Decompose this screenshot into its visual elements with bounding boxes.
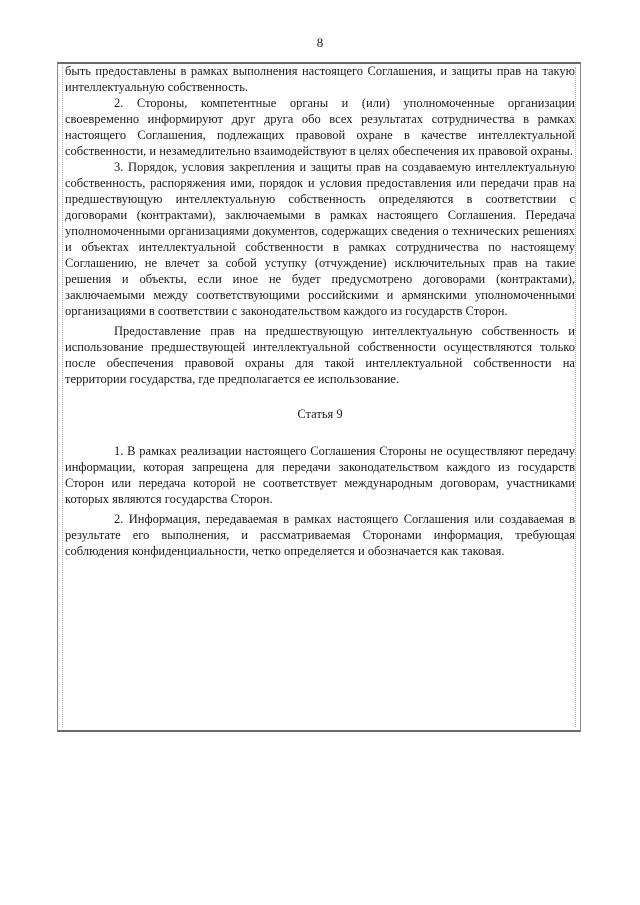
paragraph-continuation: быть предоставлены в рамках выполнения настоящего Соглашения, и защиты прав на такую интеллектуальную собственность. (65, 64, 575, 94)
paragraph-article-clause-1: 1. В рамках реализации настоящего Соглашения Стороны не осуществляют передачу информации, которая запрещена для передачи законодательством каждого из государств Сторон или передача которой не соответствует международным договорам, участниками которых являются государства Сторон. (65, 444, 575, 506)
paragraph-article-clause-2: 2. Информация, передаваемая в рамках настоящего Соглашения или создаваемая в результате его выполнения, и рассматриваемая Сторонами информация, требующая соблюдения конфиденциальности, четко определяется и обозначается как таковая. (65, 512, 575, 558)
paragraph-clause-2: 2. Стороны, компетентные органы и (или) уполномоченные организации своевременно информируют друг друга обо всех результатах сотрудничества в рамках настоящего Соглашения, подлежащих правовой охране в качестве интеллектуальной собственности, и незамедлительно взаимодействуют в целях обеспечения их правовой охраны. (65, 96, 575, 158)
article-heading: Статья 9 (297, 407, 343, 421)
document-body (65, 63, 575, 559)
paragraph-clause-3: 3. Порядок, условия закрепления и защиты прав на создаваемую интеллектуальную собственность, распоряжения ими, порядок и условия предоставления или передачи прав на предшествующую интеллектуальную собственность определяются в соответствии с договорами (контрактами), заключаемыми в рамках настоящего Соглашения. Передача уполномоченными организациями документов, содержащих сведения о технических решениях и объектах интеллектуальной собственности в рамках сотрудничества по настоящему Соглашению, не влечет за собой уступку (отчуждение) исключительных прав на такие решения и объекты, если иное не будет предусмотрено договорами (контрактами), заключаемыми между соответствующими российскими и армянскими уполномоченными организациями в соответствии с законодательством каждого из государств Сторон. (65, 160, 575, 318)
paragraph-prior-ip: Предоставление прав на предшествующую интеллектуальную собственность и использование предшествующей интеллектуальной собственности осуществляются только после обеспечения правовой охраны для такой интеллектуальной собственности на территории государства, где предполагается ее использование. (65, 324, 575, 386)
page-number: 8 (316, 35, 324, 50)
